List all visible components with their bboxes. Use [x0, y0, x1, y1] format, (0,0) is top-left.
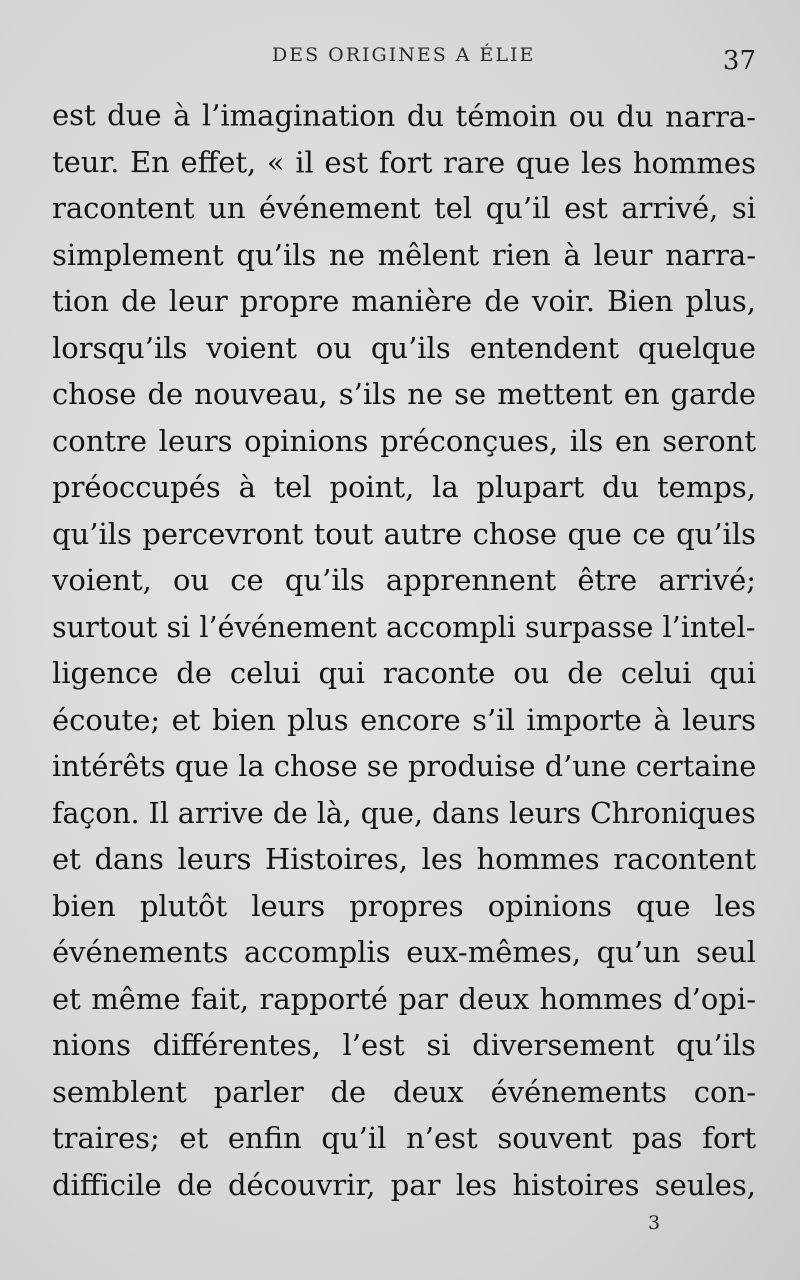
text-line: intérêts que la chose se produise d’une certaine — [52, 749, 757, 783]
text-line: préoccupés à tel point, la plupart du temps, — [52, 470, 756, 504]
page-number: 37 — [722, 46, 756, 76]
text-line: lorsqu’ils voient ou qu’ils entendent quelque — [52, 330, 756, 365]
text-line: est due à l’imagination du témoin ou du narra- — [51, 98, 757, 134]
text-line: tion de leur propre manière de voir. Bien plus, — [52, 284, 756, 318]
text-line: traires; et enfin qu’il n’est souvent pas fort — [52, 1121, 756, 1155]
text-line: difficile de découvrir, par les histoires seules, — [52, 1167, 756, 1202]
signature-mark: 3 — [648, 1212, 661, 1234]
text-line: qu’ils percevront tout autre chose que ce qu’ils — [52, 516, 756, 551]
text-line: simplement qu’ils ne mêlent rien à leur narra- — [52, 237, 756, 272]
text-line: bien plutôt leurs propres opinions que les — [52, 888, 756, 923]
text-line: façon. Il arrive de là, que, dans leurs Chroniques — [52, 795, 756, 830]
text-line: surtout si l’événement accompli surpasse l’intel- — [52, 609, 756, 644]
text-line: écoute; et bien plus encore s’il importe à leurs — [52, 702, 756, 737]
text-line: voient, ou ce qu’ils apprennent être arrivé; — [52, 563, 756, 597]
text-line: contre leurs opinions préconçues, ils en seront — [52, 423, 756, 458]
text-line: et même fait, rapporté par deux hommes d’opi- — [52, 981, 756, 1016]
body-text — [52, 92, 756, 1208]
text-line: événements accomplis eux-mêmes, qu’un seul — [52, 935, 756, 969]
text-line: racontent un événement tel qu’il est arrivé, si — [52, 191, 756, 225]
text-line: ligence de celui qui raconte ou de celui qui — [52, 656, 756, 690]
text-line: semblent parler de deux événements con- — [52, 1074, 756, 1109]
text-line: teur. En effet, « il est fort rare que les hommes — [51, 144, 757, 180]
running-head: DES ORIGINES A ÉLIE — [272, 44, 536, 66]
text-line: nions différentes, l’est si diversement qu’ils — [52, 1028, 756, 1062]
text-line: chose de nouveau, s’ils ne se mettent en garde — [52, 377, 756, 411]
text-line: et dans leurs Histoires, les hommes racontent — [52, 842, 756, 876]
